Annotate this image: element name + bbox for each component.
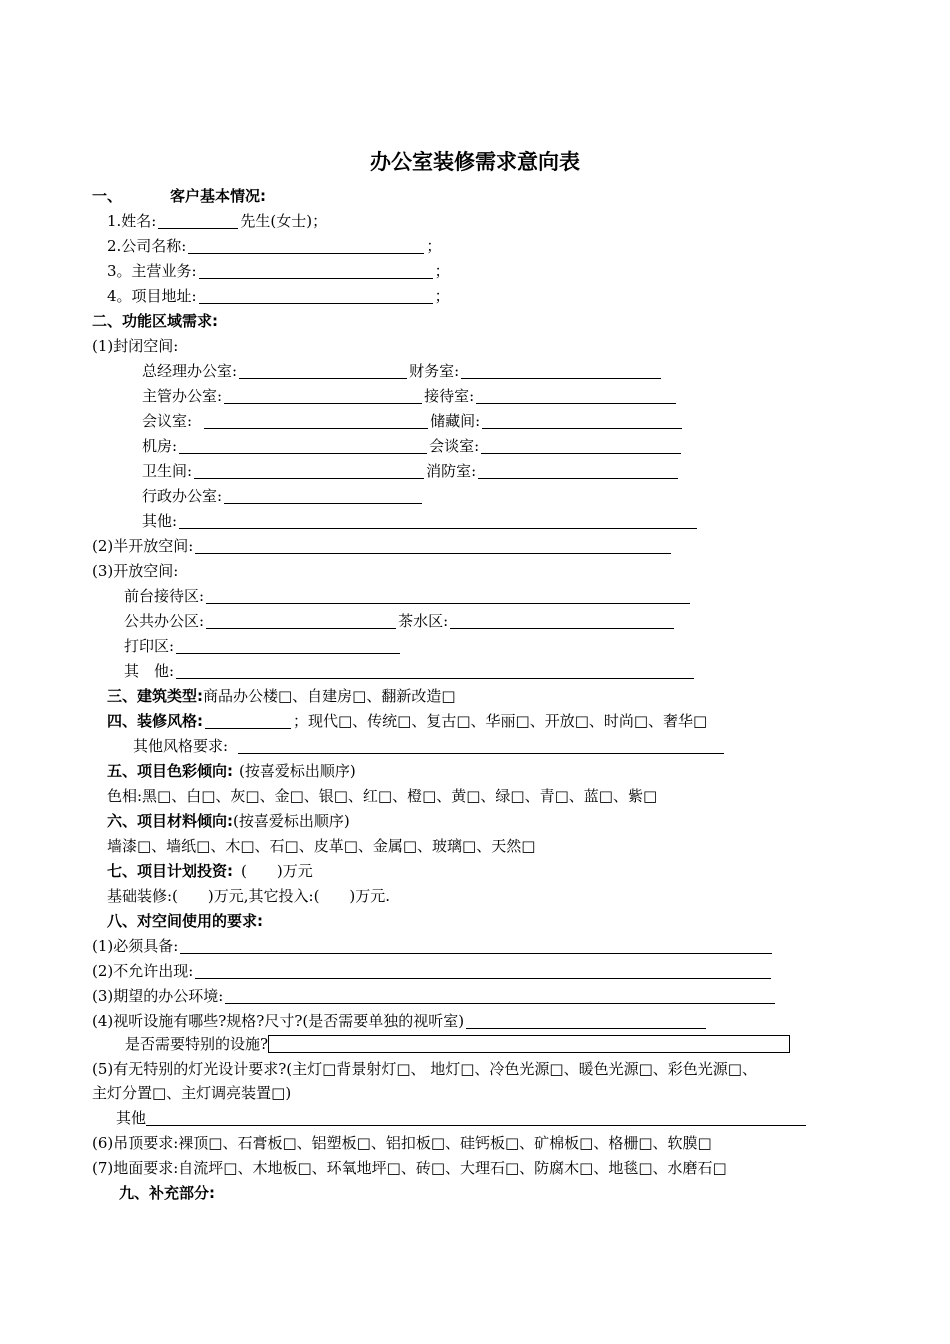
gm-office-row: 总经理办公室: 财务室: <box>142 359 663 383</box>
semi-open-field[interactable] <box>195 536 671 554</box>
environment-row: (3)期望的办公环境: <box>92 984 777 1008</box>
machine-room-field[interactable] <box>179 436 427 454</box>
environment-field[interactable] <box>225 986 775 1004</box>
av-special-row: 是否需要特别的设施? <box>125 1032 790 1056</box>
color-options[interactable]: 色相:黑□、白□、灰□、金□、银□、红□、橙□、黄□、绿□、青□、蓝□、紫□ <box>107 787 658 805</box>
finance-room-field[interactable] <box>461 361 661 379</box>
style-other-row: 其他风格要求: <box>133 734 726 758</box>
storage-room-field[interactable] <box>482 411 682 429</box>
av-row: (4)视听设施有哪些?规格?尺寸?(是否需要单独的视听室) <box>92 1009 708 1033</box>
machine-row: 机房: 会谈室: <box>142 434 683 458</box>
section-9-heading: 九、补充部分: <box>119 1184 215 1202</box>
av-field[interactable] <box>466 1011 706 1029</box>
closed-space-label: (1)封闭空间: <box>92 337 179 355</box>
name-field[interactable] <box>158 211 238 229</box>
business-field[interactable] <box>199 261 433 279</box>
address-field[interactable] <box>199 286 433 304</box>
name-row: 1.姓名: 先生(女士)； <box>107 212 328 230</box>
building-type-row: 三、建筑类型:商品办公楼□、自建房□、翻新改造□ <box>107 684 456 708</box>
closed-other-field[interactable] <box>179 511 697 529</box>
page-title: 办公室装修需求意向表 <box>370 150 580 174</box>
toilet-row: 卫生间: 消防室: <box>142 459 680 483</box>
section-2-heading: 二、功能区域需求: <box>92 312 218 330</box>
open-space-label: (3)开放空间: <box>92 562 179 580</box>
gm-office-field[interactable] <box>239 361 407 379</box>
supervisor-row: 主管办公室: 接待室: <box>142 384 678 408</box>
meeting-room-field[interactable] <box>204 411 428 429</box>
lighting-other-row: 其他 <box>116 1106 808 1130</box>
front-desk-row: 前台接待区: <box>124 584 692 608</box>
business-row: 3。主营业务: ； <box>107 262 450 280</box>
address-row: 4。项目地址: ； <box>107 287 450 305</box>
talk-room-field[interactable] <box>481 436 681 454</box>
toilet-field[interactable] <box>194 461 424 479</box>
company-field[interactable] <box>188 236 424 254</box>
investment-field[interactable]: ( )万元 <box>241 862 313 880</box>
front-desk-field[interactable] <box>206 586 690 604</box>
must-have-field[interactable] <box>180 936 772 954</box>
tea-area-field[interactable] <box>450 611 674 629</box>
floor-options[interactable]: (7)地面要求:自流坪□、木地板□、环氧地坪□、砖□、大理石□、防腐木□、地毯□、水磨石□ <box>92 1159 727 1177</box>
not-allowed-field[interactable] <box>195 961 771 979</box>
public-office-field[interactable] <box>206 611 396 629</box>
fire-room-field[interactable] <box>478 461 678 479</box>
print-area-field[interactable] <box>176 636 400 654</box>
print-row: 打印区: <box>124 634 402 658</box>
style-field[interactable] <box>205 711 291 729</box>
style-row: 四、装修风格: ；现代□、传统□、复古□、华丽□、开放□、时尚□、奢华□ <box>107 709 707 733</box>
section-8-heading: 八、对空间使用的要求: <box>107 912 263 930</box>
section-1-heading: 一、 客户基本情况: <box>92 187 267 205</box>
closed-other-row: 其他: <box>142 509 699 533</box>
material-heading-row: 六、项目材料倾向:(按喜爱标出顺序) <box>107 812 350 830</box>
material-options[interactable]: 墙漆□、墙纸□、木□、石□、皮革□、金属□、玻璃□、天然□ <box>107 837 536 855</box>
av-special-field[interactable] <box>268 1035 790 1053</box>
open-other-row: 其 他: <box>124 659 696 683</box>
color-heading-row: 五、项目色彩倾向: (按喜爱标出顺序) <box>107 762 356 780</box>
open-other-field[interactable] <box>176 661 694 679</box>
lighting-other-field[interactable] <box>146 1108 806 1126</box>
meeting-row: 会议室: 储藏间: <box>142 409 684 433</box>
ceiling-options[interactable]: (6)吊顶要求:裸顶□、石膏板□、铝塑板□、铝扣板□、硅钙板□、矿棉板□、格栅□、软膜□ <box>92 1134 712 1152</box>
lighting-row-2[interactable]: 主灯分置□、主灯调亮装置□) <box>92 1084 292 1102</box>
company-row: 2.公司名称: ； <box>107 237 442 255</box>
style-options[interactable]: ；现代□、传统□、复古□、华丽□、开放□、时尚□、奢华□ <box>293 712 708 730</box>
lighting-row[interactable]: (5)有无特别的灯光设计要求?(主灯□背景射灯□、 地灯□、冷色光源□、暖色光源□、彩色光源□、 <box>92 1060 757 1078</box>
investment-row: 七、项目计划投资: ( )万元 <box>107 859 313 883</box>
building-type-options[interactable]: 商品办公楼□、自建房□、翻新改造□ <box>203 687 456 705</box>
public-office-row: 公共办公区: 茶水区: <box>124 609 676 633</box>
admin-row: 行政办公室: <box>142 484 424 508</box>
must-have-row: (1)必须具备: <box>92 934 774 958</box>
not-allowed-row: (2)不允许出现: <box>92 959 773 983</box>
investment-detail[interactable]: 基础装修:( )万元,其它投入:( )万元. <box>107 887 391 905</box>
semi-open-row: (2)半开放空间: <box>92 534 673 558</box>
style-other-field[interactable] <box>238 736 724 754</box>
reception-room-field[interactable] <box>476 386 676 404</box>
supervisor-office-field[interactable] <box>224 386 422 404</box>
admin-office-field[interactable] <box>224 486 422 504</box>
